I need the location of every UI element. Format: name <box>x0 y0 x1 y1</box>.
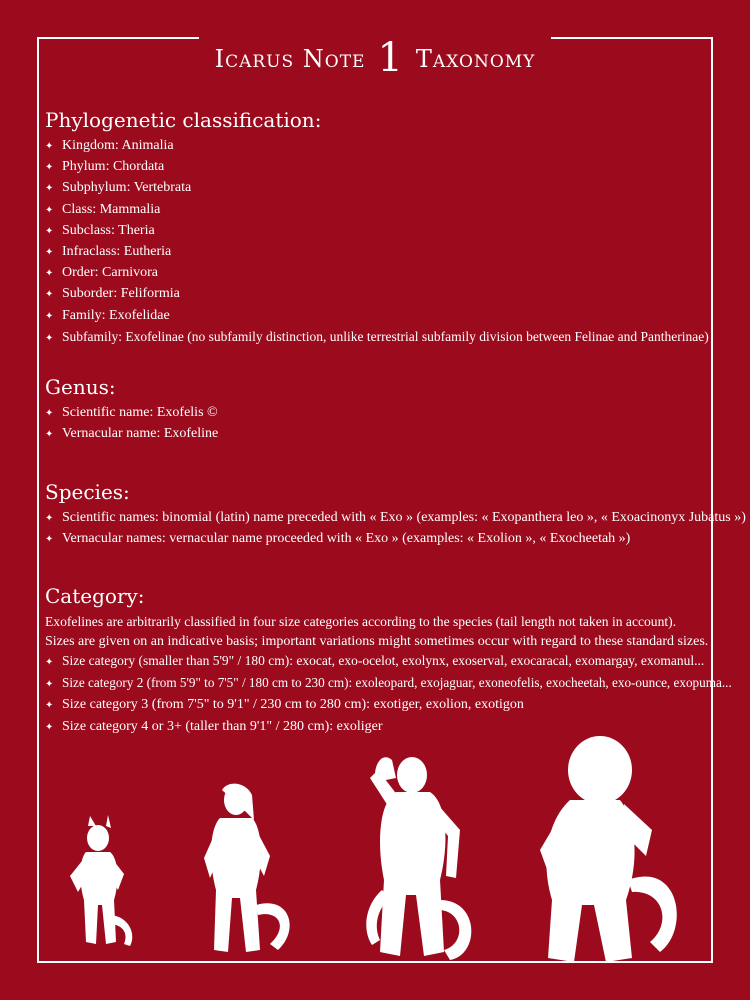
list-item: ✦ Vernacular names: vernacular name proceeded with « Exo » (examples: « Exolion », « Exocheetah ») <box>45 529 715 550</box>
list-item: ✦ Size category 2 (from 5'9" to 7'5" / 180 cm to 230 cm): exoleopard, exojaguar, exoneofelis, exocheetah, exo-ounce, exopuma... <box>45 673 715 695</box>
star-icon: ✦ <box>45 204 54 216</box>
star-icon: ✦ <box>45 268 54 280</box>
silhouette-category-3 <box>366 757 471 960</box>
list-item: ✦ Infraclass: Eutheria <box>45 242 715 263</box>
star-icon: ✦ <box>45 534 54 546</box>
list-item: ✦ Subclass: Theria <box>45 221 715 242</box>
title-right: Taxonomy <box>415 45 536 73</box>
star-icon: ✦ <box>45 700 54 712</box>
star-icon: ✦ <box>45 141 54 152</box>
list-item: ✦ Vernacular name: Exofeline <box>45 424 715 445</box>
star-icon: ✦ <box>45 408 54 419</box>
list-item: ✦ Kingdom: Animalia <box>45 136 715 157</box>
star-icon: ✦ <box>45 657 54 668</box>
star-icon: ✦ <box>45 679 54 691</box>
list-item: ✦ Size category (smaller than 5'9" / 180 cm): exocat, exo-ocelot, exolynx, exoserval, exocaracal, exomargay, exomanul... <box>45 651 715 673</box>
star-icon: ✦ <box>45 225 54 237</box>
silhouette-category-2 <box>204 784 290 952</box>
title-separator: 1 <box>377 35 404 81</box>
category-note: Sizes are given on an indicative basis; important variations might sometimes occur with regard to these standard sizes. <box>45 633 709 649</box>
silhouette-category-4 <box>540 736 677 962</box>
star-icon: ✦ <box>45 289 54 301</box>
list-item: ✦ Phylum: Chordata <box>45 157 715 178</box>
category-heading: Category: <box>45 584 145 608</box>
star-icon: ✦ <box>45 162 54 174</box>
phylogenetic-heading: Phylogenetic classification: <box>45 108 322 132</box>
list-item: ✦ Size category 4 or 3+ (taller than 9'1" / 280 cm): exoliger <box>45 717 715 738</box>
star-icon: ✦ <box>45 513 54 524</box>
star-icon: ✦ <box>45 721 54 733</box>
list-item: ✦ Scientific names: binomial (latin) name preceded with « Exo » (examples: « Exopanthera leo », « Exoacinonyx Jubatus ») <box>45 508 715 529</box>
list-item: ✦ Class: Mammalia <box>45 200 715 221</box>
title-left: Icarus Note <box>214 45 366 73</box>
list-item: ✦ Scientific name: Exofelis © <box>45 403 715 424</box>
list-item: ✦ Size category 3 (from 7'5" to 9'1" / 230 cm to 280 cm): exotiger, exolion, exotigon <box>45 695 715 716</box>
list-item: ✦ Subphylum: Vertebrata <box>45 178 715 199</box>
list-item: ✦ Subfamily: Exofelinae (no subfamily distinction, unlike terrestrial subfamily division between Felinae and Pantherinae) <box>45 327 715 349</box>
star-icon: ✦ <box>45 429 54 441</box>
list-item: ✦ Suborder: Feliformia <box>45 284 715 305</box>
silhouette-category-1 <box>70 815 132 946</box>
category-intro: Exofelines are arbitrarily classified in four size categories according to the species (tail length not taken in account). <box>45 614 677 629</box>
star-icon: ✦ <box>45 332 54 344</box>
genus-heading: Genus: <box>45 375 116 399</box>
list-item: ✦ Family: Exofelidae <box>45 306 715 327</box>
star-icon: ✦ <box>45 247 54 259</box>
star-icon: ✦ <box>45 183 54 195</box>
star-icon: ✦ <box>45 310 54 322</box>
list-item: ✦ Order: Carnivora <box>45 263 715 284</box>
species-heading: Species: <box>45 480 130 504</box>
